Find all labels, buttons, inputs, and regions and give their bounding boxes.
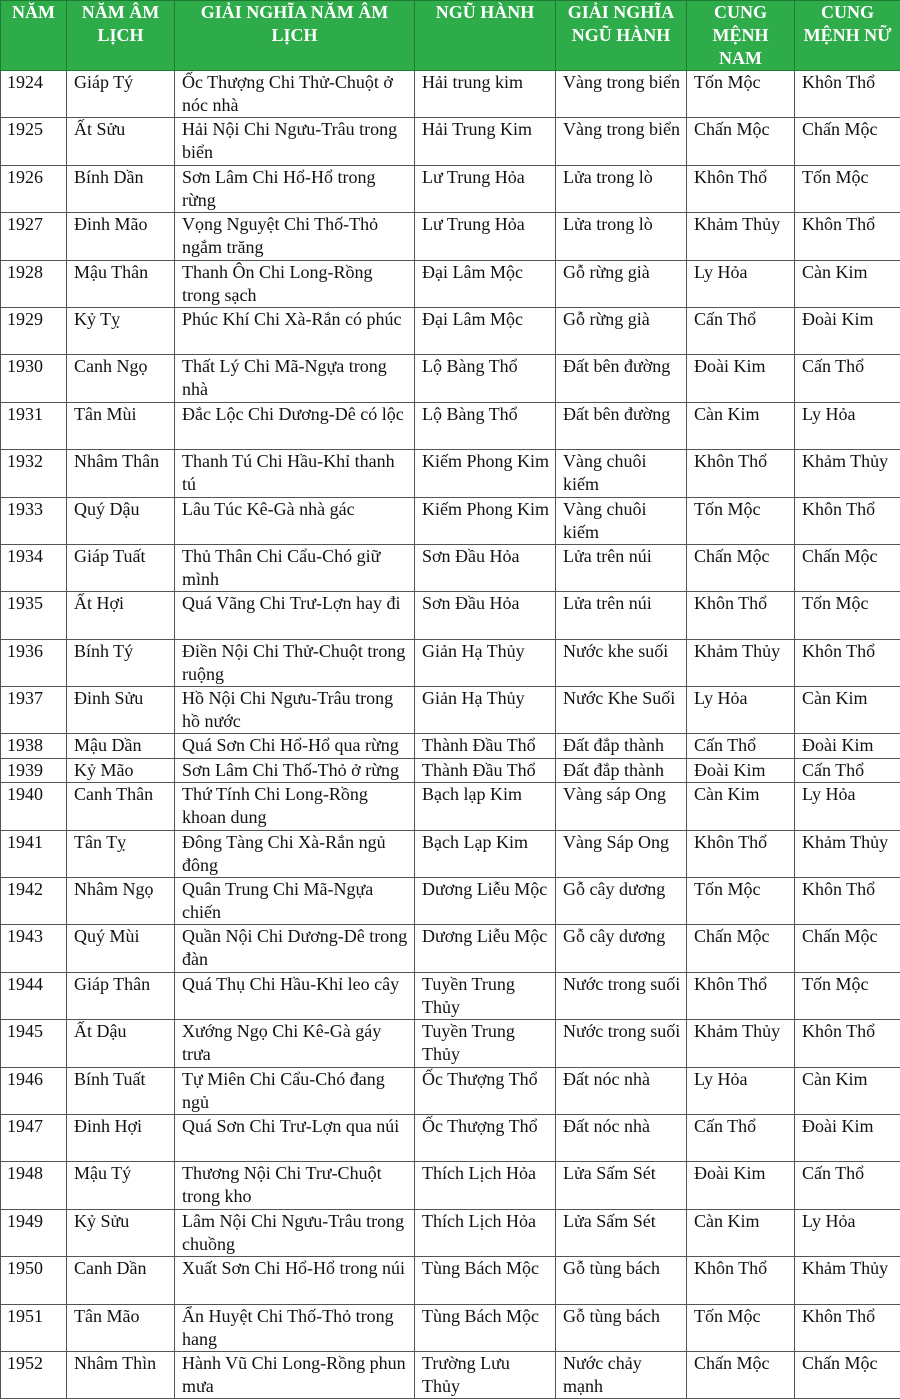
- female-palace-cell: Càn Kim: [795, 1067, 900, 1114]
- female-palace-cell: Ly Hỏa: [795, 402, 900, 449]
- male-palace-cell: Cấn Thổ: [687, 307, 795, 354]
- element-meaning-cell: Đất đắp thành: [556, 758, 687, 782]
- lunar-year-cell: Giáp Tý: [67, 71, 175, 118]
- year-cell: 1927: [1, 213, 67, 260]
- year-cell: 1950: [1, 1257, 67, 1304]
- element-meaning-cell: Vàng trong biển: [556, 71, 687, 118]
- element-cell: Dương Liễu Mộc: [415, 925, 556, 972]
- table-row: [1, 1114, 900, 1161]
- element-cell: Thành Đầu Thổ: [415, 734, 556, 758]
- male-palace-cell: Đoài Kim: [687, 758, 795, 782]
- lunar-year-cell: Đinh Hợi: [67, 1114, 175, 1161]
- year-cell: 1947: [1, 1114, 67, 1161]
- year-cell: 1944: [1, 972, 67, 1019]
- element-meaning-cell: Vàng chuôi kiếm: [556, 497, 687, 544]
- table-row: [1, 972, 900, 1019]
- female-palace-cell: Khôn Thổ: [795, 213, 900, 260]
- element-cell: Lộ Bàng Thổ: [415, 355, 556, 402]
- male-palace-cell: Chấn Mộc: [687, 118, 795, 165]
- lunar-year-cell: Bính Dần: [67, 165, 175, 212]
- element-cell: Giản Hạ Thủy: [415, 639, 556, 686]
- male-palace-cell: Càn Kim: [687, 402, 795, 449]
- female-palace-cell: Chấn Mộc: [795, 544, 900, 591]
- lunar-year-cell: Tân Mùi: [67, 402, 175, 449]
- element-meaning-cell: Nước Khe Suối: [556, 687, 687, 734]
- lunar-year-cell: Bính Tý: [67, 639, 175, 686]
- female-palace-cell: Càn Kim: [795, 687, 900, 734]
- element-cell: Sơn Đầu Hỏa: [415, 592, 556, 639]
- female-palace-cell: Chấn Mộc: [795, 925, 900, 972]
- table-row: [1, 355, 900, 402]
- element-meaning-cell: Gỗ tùng bách: [556, 1257, 687, 1304]
- element-cell: Trường Lưu Thủy: [415, 1351, 556, 1398]
- male-palace-cell: Khôn Thổ: [687, 450, 795, 497]
- element-cell: Thích Lịch Hỏa: [415, 1162, 556, 1209]
- year-cell: 1942: [1, 878, 67, 925]
- element-meaning-cell: Đất nóc nhà: [556, 1114, 687, 1161]
- male-palace-cell: Khôn Thổ: [687, 165, 795, 212]
- table-row: [1, 758, 900, 782]
- element-meaning-cell: Lửa Sấm Sét: [556, 1209, 687, 1256]
- element-meaning-cell: Lửa Sấm Sét: [556, 1162, 687, 1209]
- lunar-meaning-cell: Ốc Thượng Chi Thử-Chuột ở nóc nhà: [175, 71, 415, 118]
- year-cell: 1945: [1, 1020, 67, 1067]
- table-row: [1, 1209, 900, 1256]
- year-cell: 1946: [1, 1067, 67, 1114]
- table-row: [1, 165, 900, 212]
- lunar-year-cell: Mậu Dần: [67, 734, 175, 758]
- element-cell: Dương Liễu Mộc: [415, 878, 556, 925]
- female-palace-cell: Chấn Mộc: [795, 1351, 900, 1398]
- lunar-year-cell: Nhâm Thìn: [67, 1351, 175, 1398]
- lunar-meaning-cell: Ẩn Huyệt Chi Thố-Thỏ trong hang: [175, 1304, 415, 1351]
- table-row: [1, 687, 900, 734]
- female-palace-cell: Khảm Thủy: [795, 1257, 900, 1304]
- lunar-meaning-cell: Hành Vũ Chi Long-Rồng phun mưa: [175, 1351, 415, 1398]
- year-cell: 1939: [1, 758, 67, 782]
- female-palace-cell: Khôn Thổ: [795, 71, 900, 118]
- element-meaning-cell: Nước trong suối: [556, 972, 687, 1019]
- element-meaning-cell: Gỗ rừng già: [556, 260, 687, 307]
- female-palace-cell: Khảm Thủy: [795, 450, 900, 497]
- element-meaning-cell: Vàng Sáp Ong: [556, 830, 687, 877]
- year-cell: 1930: [1, 355, 67, 402]
- lunar-meaning-cell: Đắc Lộc Chi Dương-Dê có lộc: [175, 402, 415, 449]
- element-meaning-cell: Vàng trong biển: [556, 118, 687, 165]
- male-palace-cell: Tốn Mộc: [687, 878, 795, 925]
- element-cell: Tùng Bách Mộc: [415, 1257, 556, 1304]
- lunar-meaning-cell: Lâu Túc Kê-Gà nhà gác: [175, 497, 415, 544]
- element-cell: Lộ Bàng Thổ: [415, 402, 556, 449]
- female-palace-cell: Cấn Thổ: [795, 1162, 900, 1209]
- female-palace-cell: Tốn Mộc: [795, 592, 900, 639]
- male-palace-cell: Đoài Kim: [687, 355, 795, 402]
- female-palace-cell: Đoài Kim: [795, 307, 900, 354]
- table-row: [1, 639, 900, 686]
- female-palace-cell: Khôn Thổ: [795, 497, 900, 544]
- header-lunar-year: NĂM ÂM LỊCH: [67, 1, 175, 71]
- element-meaning-cell: Lửa trên núi: [556, 544, 687, 591]
- year-cell: 1941: [1, 830, 67, 877]
- lunar-meaning-cell: Hồ Nội Chi Ngưu-Trâu trong hồ nước: [175, 687, 415, 734]
- male-palace-cell: Chấn Mộc: [687, 1351, 795, 1398]
- element-meaning-cell: Lửa trong lò: [556, 165, 687, 212]
- table-row: [1, 307, 900, 354]
- male-palace-cell: Tốn Mộc: [687, 71, 795, 118]
- male-palace-cell: Khôn Thổ: [687, 830, 795, 877]
- lunar-meaning-cell: Sơn Lâm Chi Hổ-Hổ trong rừng: [175, 165, 415, 212]
- element-cell: Kiếm Phong Kim: [415, 497, 556, 544]
- year-cell: 1935: [1, 592, 67, 639]
- year-cell: 1932: [1, 450, 67, 497]
- lunar-meaning-cell: Phúc Khí Chi Xà-Rắn có phúc: [175, 307, 415, 354]
- lunar-year-cell: Mậu Thân: [67, 260, 175, 307]
- element-cell: Đại Lâm Mộc: [415, 307, 556, 354]
- female-palace-cell: Khôn Thổ: [795, 1304, 900, 1351]
- male-palace-cell: Ly Hỏa: [687, 1067, 795, 1114]
- lunar-year-cell: Quý Dậu: [67, 497, 175, 544]
- male-palace-cell: Khôn Thổ: [687, 972, 795, 1019]
- year-cell: 1937: [1, 687, 67, 734]
- lunar-year-cell: Ất Dậu: [67, 1020, 175, 1067]
- table-row: [1, 830, 900, 877]
- female-palace-cell: Tốn Mộc: [795, 972, 900, 1019]
- element-cell: Lư Trung Hỏa: [415, 165, 556, 212]
- table-row: [1, 783, 900, 830]
- header-element-meaning: GIẢI NGHĨA NGŨ HÀNH: [556, 1, 687, 71]
- table-row: [1, 1020, 900, 1067]
- year-cell: 1938: [1, 734, 67, 758]
- table-row: [1, 1351, 900, 1398]
- lunar-year-cell: Mậu Tý: [67, 1162, 175, 1209]
- lunar-year-cell: Tân Mão: [67, 1304, 175, 1351]
- year-cell: 1951: [1, 1304, 67, 1351]
- lunar-meaning-cell: Đông Tàng Chi Xà-Rắn ngủ đông: [175, 830, 415, 877]
- lunar-meaning-cell: Thất Lý Chi Mã-Ngựa trong nhà: [175, 355, 415, 402]
- lunar-meaning-cell: Thương Nội Chi Trư-Chuột trong kho: [175, 1162, 415, 1209]
- table-row: [1, 734, 900, 758]
- year-cell: 1926: [1, 165, 67, 212]
- lunar-meaning-cell: Quá Vãng Chi Trư-Lợn hay đi: [175, 592, 415, 639]
- female-palace-cell: Khôn Thổ: [795, 878, 900, 925]
- female-palace-cell: Ly Hỏa: [795, 1209, 900, 1256]
- table-row: [1, 71, 900, 118]
- element-meaning-cell: Lửa trên núi: [556, 592, 687, 639]
- lunar-meaning-cell: Hải Nội Chi Ngưu-Trâu trong biển: [175, 118, 415, 165]
- element-meaning-cell: Gỗ cây dương: [556, 925, 687, 972]
- element-meaning-cell: Đất bên đường: [556, 402, 687, 449]
- lunar-meaning-cell: Quá Sơn Chi Hổ-Hổ qua rừng: [175, 734, 415, 758]
- element-cell: Hải trung kim: [415, 71, 556, 118]
- female-palace-cell: Càn Kim: [795, 260, 900, 307]
- header-year: NĂM: [1, 1, 67, 71]
- year-cell: 1924: [1, 71, 67, 118]
- male-palace-cell: Tốn Mộc: [687, 1304, 795, 1351]
- year-cell: 1940: [1, 783, 67, 830]
- element-meaning-cell: Gỗ rừng già: [556, 307, 687, 354]
- header-element: NGŨ HÀNH: [415, 1, 556, 71]
- male-palace-cell: Càn Kim: [687, 1209, 795, 1256]
- table-body: [1, 71, 900, 1399]
- element-cell: Tùng Bách Mộc: [415, 1304, 556, 1351]
- male-palace-cell: Ly Hỏa: [687, 687, 795, 734]
- table-row: [1, 1304, 900, 1351]
- element-cell: Giản Hạ Thủy: [415, 687, 556, 734]
- table-row: [1, 925, 900, 972]
- year-cell: 1925: [1, 118, 67, 165]
- table-row: [1, 402, 900, 449]
- male-palace-cell: Chấn Mộc: [687, 925, 795, 972]
- element-cell: Bạch lạp Kim: [415, 783, 556, 830]
- lunar-meaning-cell: Lâm Nội Chi Ngưu-Trâu trong chuồng: [175, 1209, 415, 1256]
- male-palace-cell: Cấn Thổ: [687, 734, 795, 758]
- year-cell: 1931: [1, 402, 67, 449]
- female-palace-cell: Chấn Mộc: [795, 118, 900, 165]
- element-meaning-cell: Gỗ tùng bách: [556, 1304, 687, 1351]
- lunar-meaning-cell: Thanh Ôn Chi Long-Rồng trong sạch: [175, 260, 415, 307]
- lunar-meaning-cell: Xuất Sơn Chi Hổ-Hổ trong núi: [175, 1257, 415, 1304]
- lunar-year-cell: Nhâm Ngọ: [67, 878, 175, 925]
- element-meaning-cell: Nước trong suối: [556, 1020, 687, 1067]
- male-palace-cell: Cấn Thổ: [687, 1114, 795, 1161]
- year-cell: 1933: [1, 497, 67, 544]
- element-cell: Đại Lâm Mộc: [415, 260, 556, 307]
- element-cell: Tuyền Trung Thủy: [415, 972, 556, 1019]
- element-cell: Kiếm Phong Kim: [415, 450, 556, 497]
- female-palace-cell: Đoài Kim: [795, 1114, 900, 1161]
- female-palace-cell: Đoài Kim: [795, 734, 900, 758]
- lunar-year-cell: Kỷ Mão: [67, 758, 175, 782]
- element-meaning-cell: Đất bên đường: [556, 355, 687, 402]
- table-row: [1, 450, 900, 497]
- male-palace-cell: Đoài Kim: [687, 1162, 795, 1209]
- element-meaning-cell: Vàng sáp Ong: [556, 783, 687, 830]
- year-cell: 1928: [1, 260, 67, 307]
- year-cell: 1949: [1, 1209, 67, 1256]
- lunar-year-cell: Kỷ Sửu: [67, 1209, 175, 1256]
- female-palace-cell: Tốn Mộc: [795, 165, 900, 212]
- lunar-meaning-cell: Thanh Tú Chi Hầu-Khỉ thanh tú: [175, 450, 415, 497]
- lunar-meaning-cell: Điền Nội Chi Thử-Chuột trong ruộng: [175, 639, 415, 686]
- element-cell: Lư Trung Hỏa: [415, 213, 556, 260]
- year-cell: 1929: [1, 307, 67, 354]
- female-palace-cell: Khảm Thủy: [795, 830, 900, 877]
- element-meaning-cell: Gỗ cây dương: [556, 878, 687, 925]
- element-cell: Thành Đầu Thổ: [415, 758, 556, 782]
- male-palace-cell: Khảm Thủy: [687, 213, 795, 260]
- male-palace-cell: Càn Kim: [687, 783, 795, 830]
- lunar-year-cell: Ất Sửu: [67, 118, 175, 165]
- table-row: [1, 544, 900, 591]
- year-cell: 1936: [1, 639, 67, 686]
- female-palace-cell: Cấn Thổ: [795, 758, 900, 782]
- lunar-meaning-cell: Tự Miên Chi Cẩu-Chó đang ngủ: [175, 1067, 415, 1114]
- element-meaning-cell: Vàng chuôi kiếm: [556, 450, 687, 497]
- lunar-year-cell: Canh Dần: [67, 1257, 175, 1304]
- lunar-year-cell: Giáp Tuất: [67, 544, 175, 591]
- element-meaning-cell: Đất nóc nhà: [556, 1067, 687, 1114]
- female-palace-cell: Khôn Thổ: [795, 1020, 900, 1067]
- table-row: [1, 1257, 900, 1304]
- table-row: [1, 213, 900, 260]
- element-cell: Hải Trung Kim: [415, 118, 556, 165]
- element-cell: Thích Lịch Hỏa: [415, 1209, 556, 1256]
- lunar-year-cell: Kỷ Tỵ: [67, 307, 175, 354]
- lunar-year-cell: Bính Tuất: [67, 1067, 175, 1114]
- header-row: [1, 1, 900, 71]
- male-palace-cell: Tốn Mộc: [687, 497, 795, 544]
- lunar-meaning-cell: Quân Trung Chi Mã-Ngựa chiến: [175, 878, 415, 925]
- lunar-year-cell: Giáp Thân: [67, 972, 175, 1019]
- element-cell: Tuyền Trung Thủy: [415, 1020, 556, 1067]
- lunar-year-cell: Ất Hợi: [67, 592, 175, 639]
- element-cell: Ốc Thượng Thổ: [415, 1067, 556, 1114]
- male-palace-cell: Ly Hỏa: [687, 260, 795, 307]
- header-lunar-meaning: GIẢI NGHĨA NĂM ÂM LỊCH: [175, 1, 415, 71]
- lunar-year-cell: Tân Tỵ: [67, 830, 175, 877]
- table-row: [1, 118, 900, 165]
- lunar-meaning-cell: Xướng Ngọ Chi Kê-Gà gáy trưa: [175, 1020, 415, 1067]
- element-meaning-cell: Nước khe suối: [556, 639, 687, 686]
- lunar-year-cell: Canh Thân: [67, 783, 175, 830]
- header-male-palace: CUNG MỆNH NAM: [687, 1, 795, 71]
- male-palace-cell: Khảm Thủy: [687, 639, 795, 686]
- male-palace-cell: Khôn Thổ: [687, 592, 795, 639]
- lunar-meaning-cell: Quần Nội Chi Dương-Dê trong đàn: [175, 925, 415, 972]
- table-row: [1, 878, 900, 925]
- male-palace-cell: Khôn Thổ: [687, 1257, 795, 1304]
- lunar-year-cell: Canh Ngọ: [67, 355, 175, 402]
- female-palace-cell: Cấn Thổ: [795, 355, 900, 402]
- element-meaning-cell: Đất đắp thành: [556, 734, 687, 758]
- lunar-meaning-cell: Quá Thụ Chi Hầu-Khỉ leo cây: [175, 972, 415, 1019]
- element-meaning-cell: Lửa trong lò: [556, 213, 687, 260]
- year-cell: 1948: [1, 1162, 67, 1209]
- element-meaning-cell: Nước chảy mạnh: [556, 1351, 687, 1398]
- female-palace-cell: Khôn Thổ: [795, 639, 900, 686]
- element-cell: Sơn Đầu Hỏa: [415, 544, 556, 591]
- lunar-meaning-cell: Thứ Tính Chi Long-Rồng khoan dung: [175, 783, 415, 830]
- lunar-year-cell: Đinh Sửu: [67, 687, 175, 734]
- table-row: [1, 1067, 900, 1114]
- year-cell: 1952: [1, 1351, 67, 1398]
- lunar-meaning-cell: Vọng Nguyệt Chi Thố-Thỏ ngắm trăng: [175, 213, 415, 260]
- header-female-palace: CUNG MỆNH NỮ: [795, 1, 900, 71]
- lunar-meaning-cell: Thủ Thân Chi Cẩu-Chó giữ mình: [175, 544, 415, 591]
- year-cell: 1934: [1, 544, 67, 591]
- female-palace-cell: Ly Hỏa: [795, 783, 900, 830]
- lunar-meaning-cell: Sơn Lâm Chi Thố-Thỏ ở rừng: [175, 758, 415, 782]
- male-palace-cell: Khảm Thủy: [687, 1020, 795, 1067]
- lunar-year-cell: Nhâm Thân: [67, 450, 175, 497]
- lunar-year-cell: Đinh Mão: [67, 213, 175, 260]
- male-palace-cell: Chấn Mộc: [687, 544, 795, 591]
- element-cell: Ốc Thượng Thổ: [415, 1114, 556, 1161]
- table-row: [1, 1162, 900, 1209]
- year-cell: 1943: [1, 925, 67, 972]
- element-cell: Bạch Lạp Kim: [415, 830, 556, 877]
- table-row: [1, 497, 900, 544]
- lunar-meaning-cell: Quá Sơn Chi Trư-Lợn qua núi: [175, 1114, 415, 1161]
- table-row: [1, 260, 900, 307]
- table-row: [1, 592, 900, 639]
- lunar-year-cell: Quý Mùi: [67, 925, 175, 972]
- table-header: [1, 1, 900, 71]
